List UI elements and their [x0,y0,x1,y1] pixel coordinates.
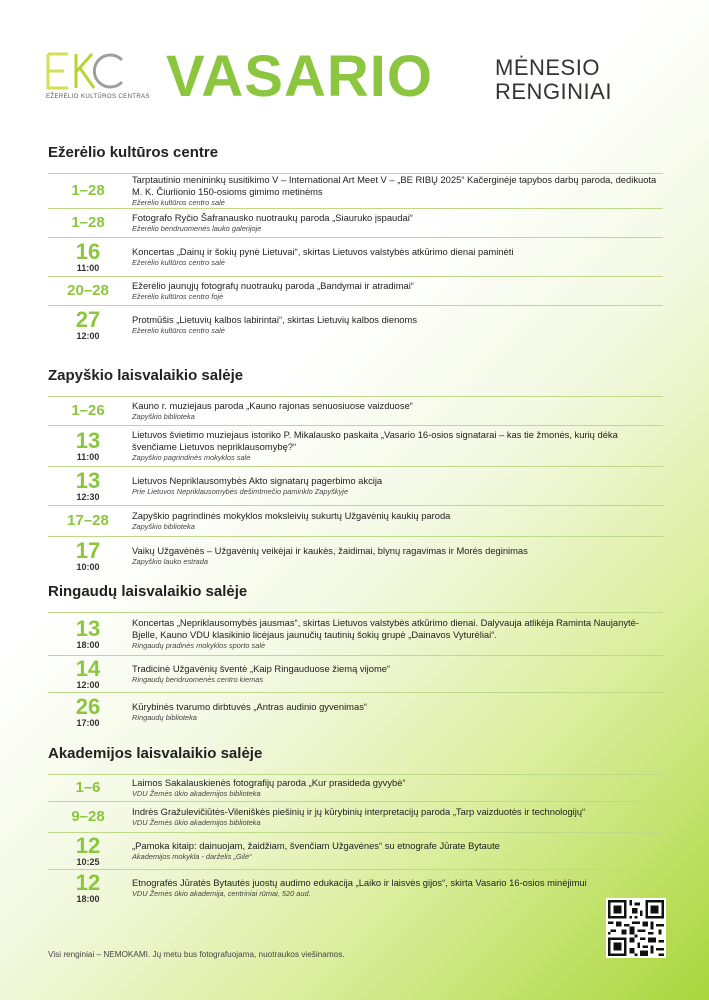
event-description: Koncertas „Dainų ir šokių pynė Lietuvai“, skirtas Lietuvos valstybės atkūrimo dienai paminėti [132,246,514,257]
event-date [48,277,128,305]
event-day: 1–26 [71,402,105,419]
event-date [48,613,128,655]
event-day: 17–28 [67,512,109,529]
event-venue: VDU Žemės ūkio akademijos biblioteka [132,818,261,827]
section-title: Ringaudų laisvalaikio salėje [48,583,248,600]
event-day: 16 [75,239,101,264]
event-venue: Ežerėlio kultūros centro fojė [132,292,224,301]
event-day: 17 [75,538,101,563]
event-row [48,536,663,575]
event-date [48,506,128,536]
section-ringaudai [48,582,663,731]
event-date [48,209,128,237]
event-date [48,802,128,832]
section-title: Akademijos laisvalaikio salėje [48,745,263,762]
event-row [48,208,663,237]
event-venue: Ežerėlio kultūros centro salė [132,258,225,267]
event-info [128,174,663,208]
event-info [128,277,663,305]
event-description: Etnografės Jūratės Bytautės juostų audimo edukacija „Laiko ir laisvės gijos“, skirta Vasario 16-osios minėjimui [132,877,587,888]
event-date [48,397,128,425]
event-venue: Prie Lietuvos Nepriklausomybės dešimtmečio paminklo Zapyškyje [132,487,349,496]
event-row [48,276,663,305]
event-row [48,505,663,536]
event-description: Fotografo Ryčio Šafranausko nuotraukų paroda „Siauruko įspaudai“ [132,212,413,223]
event-info [128,397,663,425]
event-venue: Ringaudų biblioteka [132,713,197,722]
event-venue: Akademijos mokykla - darželis „Gilė“ [132,852,252,861]
event-info [128,209,663,237]
event-description: Vaikų Užgavėnės – Užgavėnių veikėjai ir kaukės, žaidimai, blynų ragavimas ir Morės deginimas [132,545,528,556]
event-info [128,870,663,906]
event-description: Indrės Gražulevičiūtės-Vileniškės piešinių ir jų kūrybinių interpretacijų paroda „Tarp vaizduotės ir technologijų“ [132,806,586,817]
event-row [48,237,663,276]
event-row [48,612,663,655]
event-day: 26 [75,694,101,719]
event-venue: Ringaudų bendruomenės centro kiemas [132,675,264,684]
event-date [48,306,128,344]
event-time: 11:00 [76,452,100,462]
event-venue: VDU Žemės ūkio akademijos biblioteka [132,789,261,798]
event-venue: Zapyškio pagrindinės mokyklos salė [132,453,251,462]
event-row [48,425,663,466]
event-description: Protmūšis „Lietuvių kalbos labirintai“, skirtas Lietuvių kalbos dienoms [132,314,418,325]
event-time: 11:00 [76,263,100,273]
event-description: Koncertas „Nepriklausomybės jausmas“, skirtas Lietuvos valstybės atkūrimo dienai. Dalyvauja atlikėja Raminta Naujanytė-Bjelle, Kauno VDU klasikinio licėjaus jaunučių tautinių šokių grupė „Dainavos Vyturėliai“. [132,617,639,640]
event-info [128,613,663,655]
event-description: Tradicinė Užgavėnių šventė „Kaip Ringauduose žiemą vijome“ [132,663,391,674]
event-day: 13 [75,616,101,641]
event-venue: Zapyškio lauko estrada [132,557,208,566]
section-akademija [48,744,663,906]
event-day: 14 [75,656,101,681]
event-venue: Zapyškio biblioteka [132,522,195,531]
event-row [48,305,663,344]
event-venue: Zapyškio biblioteka [132,412,195,421]
event-description: „Pamoka kitaip: dainuojam, žaidžiam, švenčiam Užgavėnes“ su etnografe Jūrate Bytaute [132,840,500,851]
event-description: Laimos Sakalauskienės fotografijų paroda „Kur prasideda gyvybė“ [132,777,406,788]
event-day: 20–28 [67,282,109,299]
page-subtitle [495,56,612,104]
logo-subtitle: EŽERĖLIO KULTŪROS CENTRAS [46,94,150,100]
event-info [128,537,663,575]
event-venue: Ežerėlio kultūros centro salė [132,326,225,335]
subtitle-line-2: RENGINIAI [495,79,612,104]
event-row [48,869,663,906]
event-description: Lietuvos Nepriklausomybės Akto signatarų pagerbimo akcija [132,475,383,486]
event-info [128,656,663,692]
event-info [128,467,663,505]
event-day: 13 [75,468,101,493]
footer-note: Visi renginiai – NEMOKAMI. Jų metu bus fotografuojama, nuotraukos viešinamos. [48,950,345,959]
event-venue: Ežerėlio kultūros centro salė [132,198,225,207]
event-day: 12 [75,870,101,895]
event-info [128,693,663,731]
event-row [48,774,663,801]
subtitle-line-1: MĖNESIO [495,55,600,80]
event-day: 12 [75,833,101,858]
event-info [128,775,663,801]
event-info [128,306,663,344]
section-title: Ežerėlio kultūros centre [48,144,219,161]
event-description: Kauno r. muziejaus paroda „Kauno rajonas senuosiuose vaizduose“ [132,400,413,411]
logo [46,50,150,100]
section-zapyskis [48,366,663,575]
event-row [48,692,663,731]
event-venue: Ežerėlio bendruomenės lauko galerijoje [132,224,262,233]
qr-code-icon [608,900,664,956]
event-date [48,174,128,208]
section-ezerelis [48,143,663,344]
event-description: Lietuvos švietimo muziejaus istoriko P. Mikalausko paskaita „Vasario 16-osios signatarai – kas tie žmonės, kurių dėka švenčiame Lietuvos nepriklausomybę?“ [132,429,618,452]
page-title: VASARIO [166,44,433,109]
event-row [48,832,663,869]
event-day: 27 [75,307,101,332]
event-venue: VDU Žemės ūkio akademija, centriniai rūmai, 520 aud. [132,889,311,898]
event-time: 17:00 [76,718,100,728]
event-description: Ežerėlio jaunųjų fotografų nuotraukų paroda „Bandymai ir atradimai“ [132,280,414,291]
qr-code[interactable] [606,898,666,958]
event-day: 13 [75,428,101,453]
event-row [48,655,663,692]
event-info [128,833,663,869]
event-time: 10:00 [76,562,100,572]
event-date [48,870,128,906]
event-date [48,833,128,869]
event-row [48,173,663,208]
event-day: 1–28 [71,214,105,231]
event-row [48,466,663,505]
event-date [48,467,128,505]
event-date [48,426,128,466]
event-info [128,238,663,276]
event-day: 9–28 [71,808,105,825]
ekc-logo-mark [46,50,126,92]
event-venue: Ringaudų pradinės mokyklos sporto salė [132,641,266,650]
event-description: Zapyškio pagrindinės mokyklos moksleivių sukurtų Užgavėnių kaukių paroda [132,510,451,521]
event-row [48,396,663,425]
event-row [48,801,663,832]
event-info [128,506,663,536]
event-description: Kūrybinės tvarumo dirbtuvės „Antras audinio gyvenimas“ [132,701,368,712]
event-info [128,802,663,832]
event-description: Tarptautinio menininkų susitikimo V – International Art Meet V – „BE RIBŲ 2025“ Kačerginėje tapybos darbų paroda, dedikuota M. K. Čiurlionio 150-osioms gimimo metinėms [132,174,657,197]
event-date [48,656,128,692]
event-time: 12:00 [76,331,100,341]
event-time: 12:30 [76,492,100,502]
event-date [48,775,128,801]
event-time: 10:25 [76,857,100,867]
event-day: 1–28 [71,182,105,199]
event-info [128,426,663,466]
event-time: 18:00 [76,640,100,650]
event-day: 1–6 [75,779,101,796]
event-date [48,537,128,575]
event-date [48,238,128,276]
section-title: Zapyškio laisvalaikio salėje [48,367,244,384]
event-date [48,693,128,731]
event-time: 12:00 [76,680,100,690]
event-time: 18:00 [76,894,100,904]
